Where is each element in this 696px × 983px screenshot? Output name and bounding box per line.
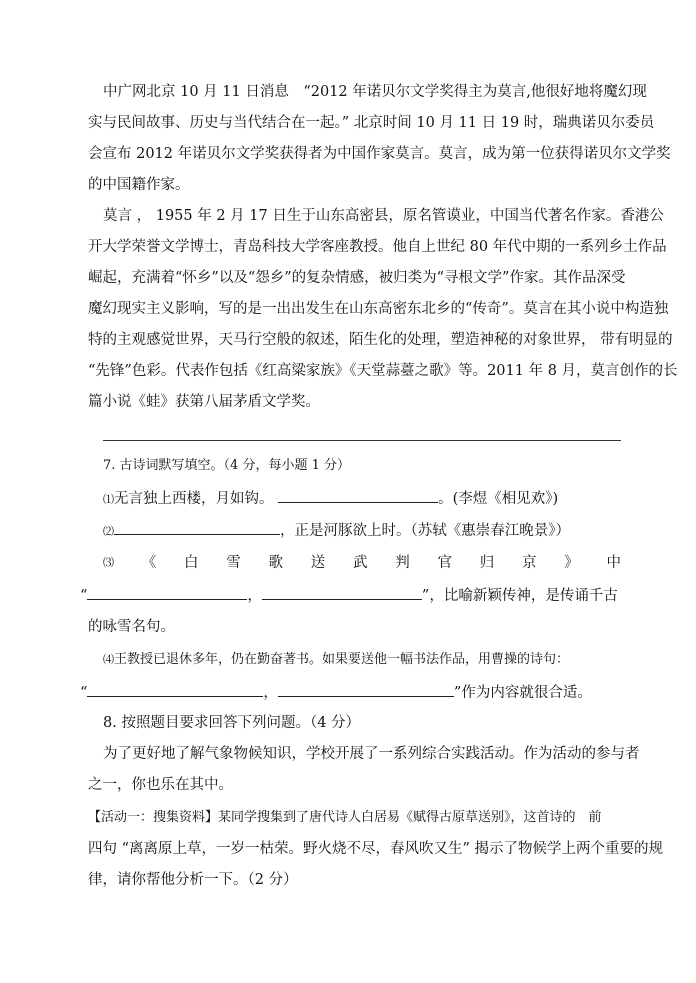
q7-item4-blank-1[interactable] xyxy=(87,682,263,697)
q7-item1 xyxy=(103,488,623,510)
para2-line2: 开大学荣誉文学博士，青岛科技大学客座教授。他自上世纪 80 年代中期的一系列乡土作品 xyxy=(88,239,667,255)
para2-line3: 崛起，充满着“怀乡”以及“怨乡”的复杂情感，被归类为“寻根文学”作家。其作品深受 xyxy=(88,270,626,286)
q7-item3-char: 送 xyxy=(310,555,326,571)
q8-intro-line2: 之一，你也乐在其中。 xyxy=(88,777,233,793)
q7-item3-char: 《 xyxy=(141,555,157,571)
para1-line2: 实与民间故事、历史与当代结合在一起。” 北京时间 10 月 11 日 19 时，瑞典诺贝尔委员 xyxy=(88,115,655,131)
para2-line7: 篇小说《蛙》获第八届茅盾文学奖。 xyxy=(88,394,320,410)
q8-title: 8. 按照题目要求回答下列问题。（4 分） xyxy=(103,715,361,731)
q7-item2-blank[interactable] xyxy=(114,520,280,535)
para2-line5: 特的主观感觉世界，天马行空般的叙述，陌生化的处理，塑造神秘的对象世界， 带有明显的 xyxy=(88,332,673,348)
q7-item4-open-quote: “ xyxy=(80,685,88,701)
q8-activity1-line1: 【活动一：搜集资料】某同学搜集到了唐代诗人白居易《赋得古原草送别》，这首诗的 前 xyxy=(88,810,602,825)
para1-line4: 的中国籍作家。 xyxy=(88,177,190,193)
q7-item1-tail: 。(李煜《相见欢》) xyxy=(438,491,559,507)
para2-line6: “先锋”色彩。代表作包括《红高粱家族》《天堂蒜薹之歌》等。2011 年 8 月，莫言创作的长 xyxy=(88,363,678,379)
para2-line4: 魔幻现实主义影响，写的是一出出发生在山东高密东北乡的“传奇”。莫言在其小说中构造独 xyxy=(88,301,669,317)
q7-item3-char: 白 xyxy=(184,555,199,571)
q7-item2-number: ⑵ xyxy=(103,525,114,538)
q7-item4-number: ⑷ xyxy=(103,653,114,666)
q7-item3-tail: ”，比喻新颖传神，是传诵千古 xyxy=(421,588,618,604)
q7-item3-comma: ， xyxy=(247,588,262,604)
section-divider xyxy=(103,440,621,441)
q7-item4-comma: ， xyxy=(263,685,278,701)
q7-item4-text: 王教授已退休多年，仍在勤奋著书。如果要送他一幅书法作品，用曹操的诗句： xyxy=(114,652,570,667)
q7-item3-number: ⑶ xyxy=(103,556,114,569)
para1-line3: 会宣布 2012 年诺贝尔文学奖获得者为中国作家莫言。莫言，成为第一位获得诺贝尔文学奖 xyxy=(88,146,671,162)
q7-item3-open-quote: “ xyxy=(80,588,88,604)
para2-line1: 莫言 ， 1955 年 2 月 17 日生于山东高密县，原名管谟业，中国当代著名作家。香港公 xyxy=(103,208,664,224)
q7-item3-char: 雪 xyxy=(226,555,241,571)
q7-item1-text: 无言独上西楼，月如钩。 xyxy=(114,491,274,507)
q8-activity1-line2: 四句 “离离原上草，一岁一枯荣。野火烧不尽，春风吹又生” 揭示了物候学上两个重要的规 xyxy=(88,841,664,857)
q7-item1-number: ⑴ xyxy=(103,493,114,506)
q7-item3-line2 xyxy=(80,585,618,606)
q7-item3-line1 xyxy=(103,553,623,573)
q7-item4-tail: ”作为内容就很合适。 xyxy=(453,685,592,701)
q7-item3-blank-1[interactable] xyxy=(87,585,247,600)
q8-activity1-line3: 律，请你帮他分析一下。（2 分） xyxy=(88,872,298,888)
q7-item4-blank-2[interactable] xyxy=(278,682,454,697)
q7-title: 7. 古诗词默写填空。（4 分，每小题 1 分） xyxy=(103,458,350,473)
q7-item3-char: 歌 xyxy=(268,555,283,571)
q7-item4-line2 xyxy=(80,682,600,703)
q7-item3-char: 归 xyxy=(479,555,495,571)
q7-item3-char: 中 xyxy=(606,555,621,571)
para1-line1: 中广网北京 10 月 11 日消息 “2012 年诺贝尔文学奖得主为莫言,他很好地将魔幻现 xyxy=(103,84,647,100)
q7-item1-blank[interactable] xyxy=(278,488,438,503)
q7-item3-char: 京 xyxy=(522,555,537,571)
q7-item3-char: 判 xyxy=(395,555,410,571)
q7-item2 xyxy=(103,520,623,542)
q7-item4 xyxy=(103,650,623,670)
q7-item3-title-row xyxy=(103,553,621,573)
q7-item3-char: 》 xyxy=(564,555,579,571)
q7-item3-char: 武 xyxy=(353,555,368,571)
q8-intro-line1: 为了更好地了解气象物候知识，学校开展了一系列综合实践活动。作为活动的参与者 xyxy=(103,746,640,762)
q7-item2-tail: ，正是河豚欲上时。（苏轼《惠崇春江晚景》） xyxy=(280,523,570,539)
q7-item3-line3: 的咏雪名句。 xyxy=(88,619,175,635)
q7-item3-blank-2[interactable] xyxy=(262,585,422,600)
q7-item3-char: 官 xyxy=(437,555,452,571)
